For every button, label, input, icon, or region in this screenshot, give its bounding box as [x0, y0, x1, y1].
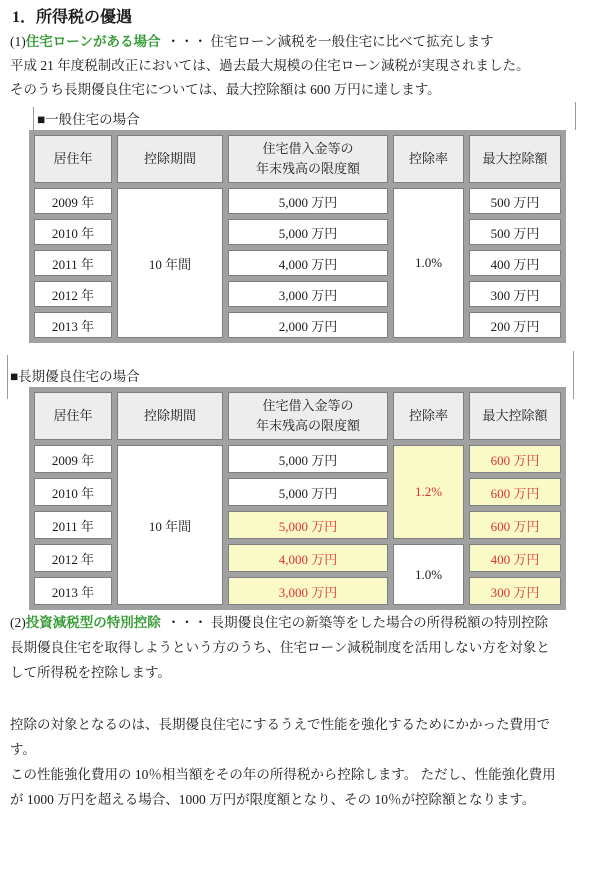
general-table-caption: ■一般住宅の場合	[37, 112, 140, 127]
limit-cell: 5,000 万円	[228, 445, 388, 473]
year-cell: 2009 年	[34, 188, 112, 214]
section1-paragraph-line: 平成 21 年度税制改正においては、過去最大規模の住宅ローン減税が実現されました。	[10, 58, 530, 73]
year-cell: 2013 年	[34, 312, 112, 338]
table-row	[34, 281, 561, 307]
header-rate: 控除率	[393, 135, 464, 183]
table-row	[34, 445, 561, 473]
table-row	[34, 577, 561, 605]
max-cell: 400 万円	[469, 544, 561, 572]
year-cell: 2010 年	[34, 478, 112, 506]
year-cell: 2011 年	[34, 250, 112, 276]
period-cell: 10 年間	[117, 445, 223, 605]
limit-cell: 5,000 万円	[228, 511, 388, 539]
table-row	[34, 250, 561, 276]
closing-paragraph-line: す。	[10, 742, 36, 757]
premium-table-caption: ■長期優良住宅の場合	[10, 369, 140, 384]
limit-cell: 2,000 万円	[228, 312, 388, 338]
year-cell: 2012 年	[34, 281, 112, 307]
year-cell: 2010 年	[34, 219, 112, 245]
header-period: 控除期間	[117, 392, 223, 440]
frame-tick	[573, 351, 574, 399]
max-cell: 600 万円	[469, 511, 561, 539]
limit-cell: 5,000 万円	[228, 478, 388, 506]
table-row	[34, 188, 561, 214]
header-year: 居住年	[34, 135, 112, 183]
header-loan-limit-line1: 住宅借入金等の	[262, 398, 354, 413]
header-loan-limit-line2: 年末残高の限度額	[255, 418, 360, 433]
table-row	[34, 478, 561, 506]
frame-tick	[33, 107, 34, 135]
max-cell: 300 万円	[469, 577, 561, 605]
closing-paragraph-line: が 1000 万円を超える場合、1000 万円が限度額となり、その 10％が控除額となります。	[10, 792, 536, 807]
year-cell: 2011 年	[34, 511, 112, 539]
max-cell: 300 万円	[469, 281, 561, 307]
header-loan-limit-line2: 年末残高の限度額	[255, 161, 360, 176]
section2-paragraph-line: して所得税を控除します。	[10, 665, 171, 680]
limit-cell: 4,000 万円	[228, 250, 388, 276]
limit-cell: 5,000 万円	[228, 219, 388, 245]
header-loan-limit	[228, 135, 388, 183]
year-cell: 2009 年	[34, 445, 112, 473]
table-header-row	[34, 135, 561, 183]
section1-rest: ・・・ 住宅ローン減税を一般住宅に比べて拡充します	[166, 34, 494, 49]
header-max: 最大控除額	[469, 135, 561, 183]
section1-heading	[10, 30, 600, 54]
section2	[0, 610, 600, 685]
max-cell: 600 万円	[469, 478, 561, 506]
premium-housing-table	[29, 387, 566, 610]
limit-cell: 5,000 万円	[228, 188, 388, 214]
section2-rest: ・・・ 長期優良住宅の新築等をした場合の所得税額の特別控除	[166, 615, 549, 630]
header-year: 居住年	[34, 392, 112, 440]
header-max: 最大控除額	[469, 392, 561, 440]
max-cell: 200 万円	[469, 312, 561, 338]
general-housing-table	[29, 130, 566, 343]
header-loan-limit-line1: 住宅借入金等の	[262, 141, 354, 156]
section2-highlight: 投資減税型の特別控除	[25, 615, 161, 630]
period-cell: 10 年間	[117, 188, 223, 338]
limit-cell: 3,000 万円	[228, 281, 388, 307]
limit-cell: 4,000 万円	[228, 544, 388, 572]
frame-tick	[575, 102, 576, 130]
header-loan-limit	[228, 392, 388, 440]
max-cell: 600 万円	[469, 445, 561, 473]
year-cell: 2013 年	[34, 577, 112, 605]
max-cell: 500 万円	[469, 219, 561, 245]
rate-cell-high: 1.2%	[393, 445, 464, 539]
table-row	[34, 511, 561, 539]
closing-paragraphs	[0, 712, 600, 812]
closing-paragraph-line: 控除の対象となるのは、長期優良住宅にするうえで性能を強化するためにかかった費用で	[10, 717, 550, 732]
frame-tick	[7, 355, 8, 399]
section1-highlight: 住宅ローンがある場合	[25, 34, 161, 49]
section2-heading	[10, 610, 600, 635]
header-rate: 控除率	[393, 392, 464, 440]
section1-number: (1)	[10, 34, 26, 49]
section2-number: (2)	[10, 615, 26, 630]
rate-cell: 1.0%	[393, 188, 464, 338]
header-period: 控除期間	[117, 135, 223, 183]
table-row	[34, 219, 561, 245]
max-cell: 400 万円	[469, 250, 561, 276]
limit-cell: 3,000 万円	[228, 577, 388, 605]
table-row	[34, 312, 561, 338]
table-header-row	[34, 392, 561, 440]
max-cell: 500 万円	[469, 188, 561, 214]
section2-paragraph-line: 長期優良住宅を取得しようという方のうち、住宅ローン減税制度を活用しない方を対象と	[10, 640, 550, 655]
section1-paragraph-line: そのうち長期優良住宅については、最大控除額は 600 万円に達します。	[10, 82, 441, 97]
closing-paragraph-line: この性能強化費用の 10％相当額をその年の所得税から控除します。 ただし、性能強化費用	[10, 767, 556, 782]
rate-cell-low: 1.0%	[393, 544, 464, 605]
table-row	[34, 544, 561, 572]
page-title: 1．所得税の優遇	[12, 9, 133, 26]
year-cell: 2012 年	[34, 544, 112, 572]
